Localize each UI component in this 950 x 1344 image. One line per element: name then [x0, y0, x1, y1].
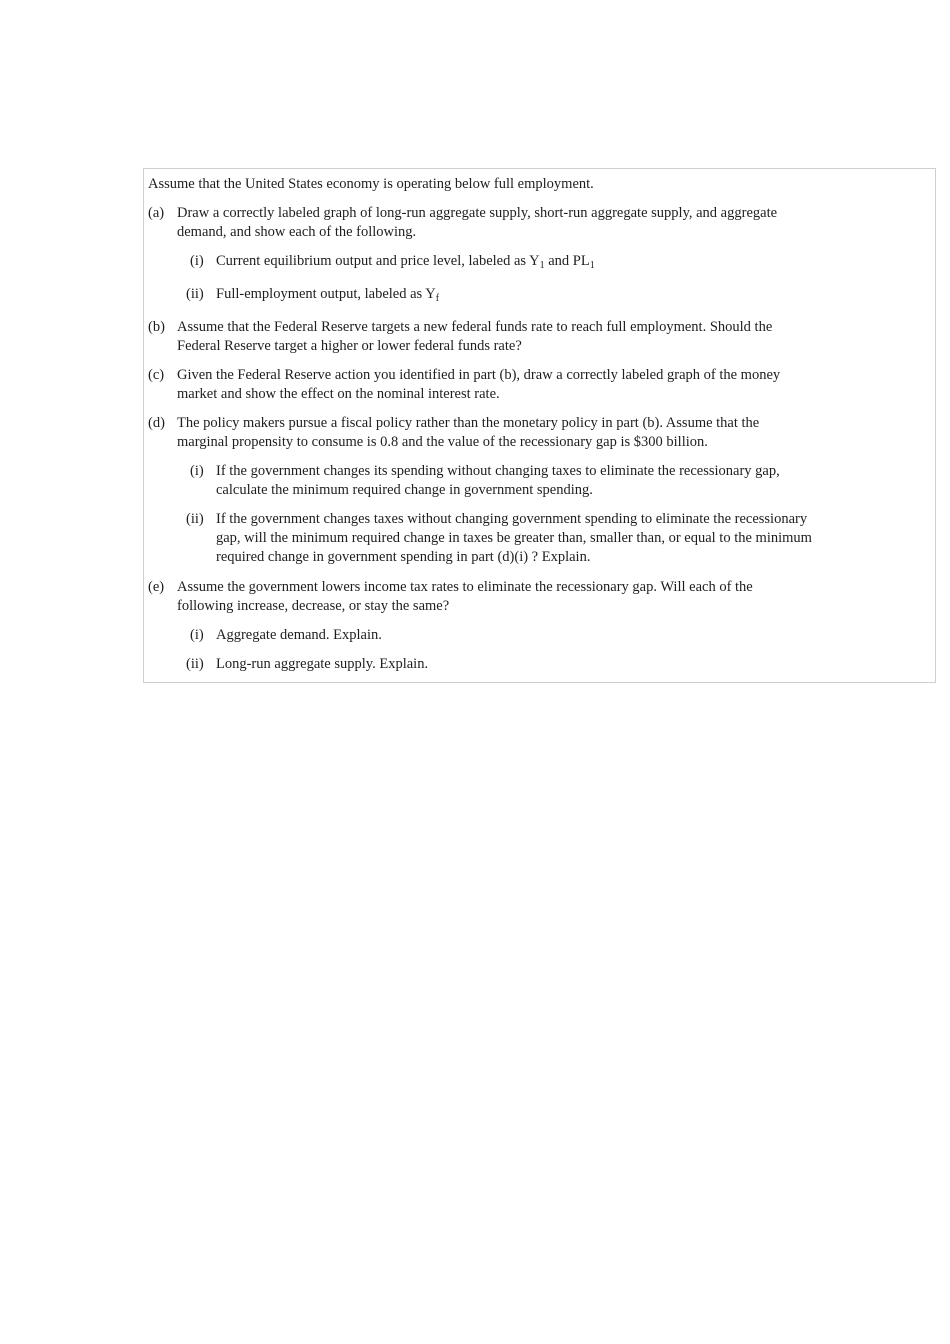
part-c-label: (c)	[148, 367, 165, 383]
part-a-i-sub-1: 1	[539, 260, 545, 271]
intro-text: Assume that the United States economy is operating below full employment.	[148, 176, 594, 192]
part-e-i-text: Aggregate demand. Explain.	[216, 627, 382, 643]
part-a-ii-text	[216, 285, 439, 308]
part-d-i-label: (i)	[190, 463, 204, 479]
part-a-ii-label: (ii)	[186, 286, 204, 302]
part-c-line-1: Given the Federal Reserve action you identified in part (b), draw a correctly labeled graph of the money	[177, 367, 781, 383]
part-d-line-1: The policy makers pursue a fiscal policy rather than the monetary policy in part (b). Assume that the	[177, 415, 760, 431]
part-e-label: (e)	[148, 579, 165, 595]
part-b-label: (b)	[148, 319, 165, 335]
part-d-ii-line-3: required change in government spending in part (d)(i) ? Explain.	[216, 549, 591, 565]
part-a-ii-text-pre: Full-employment output, labeled as Y	[216, 286, 436, 302]
part-e-line-1: Assume the government lowers income tax rates to eliminate the recessionary gap. Will each of the	[177, 579, 753, 595]
part-a-line-1: Draw a correctly labeled graph of long-run aggregate supply, short-run aggregate supply, and aggregate	[177, 205, 778, 221]
part-c-line-2: market and show the effect on the nominal interest rate.	[177, 386, 500, 402]
part-e-ii-label: (ii)	[186, 656, 204, 672]
part-a-line-2: demand, and show each of the following.	[177, 224, 417, 240]
part-a-i-text-mid: and PL	[544, 253, 590, 269]
part-e-ii-text: Long-run aggregate supply. Explain.	[216, 656, 429, 672]
part-a-i-sub-2: 1	[589, 260, 595, 271]
part-a-label: (a)	[148, 205, 165, 221]
part-a-i-text	[216, 252, 595, 275]
part-b-line-2: Federal Reserve target a higher or lower federal funds rate?	[177, 338, 522, 354]
part-d-ii-line-1: If the government changes taxes without changing government spending to eliminate the recessionary	[216, 511, 808, 527]
part-a-ii-sub: f	[435, 293, 440, 304]
part-a-i-text-pre: Current equilibrium output and price level, labeled as Y	[216, 253, 540, 269]
part-e-i-label: (i)	[190, 627, 204, 643]
part-b-line-1: Assume that the Federal Reserve targets a new federal funds rate to reach full employment. Should the	[177, 319, 773, 335]
part-d-i-line-2: calculate the minimum required change in government spending.	[216, 482, 593, 498]
part-d-ii-label: (ii)	[186, 511, 204, 527]
part-d-i-line-1: If the government changes its spending without changing taxes to eliminate the recessionary gap,	[216, 463, 780, 479]
part-e-line-2: following increase, decrease, or stay the same?	[177, 598, 450, 614]
part-d-ii-line-2: gap, will the minimum required change in taxes be greater than, smaller than, or equal to the minimum	[216, 530, 812, 546]
part-d-label: (d)	[148, 415, 165, 431]
part-a-i-label: (i)	[190, 253, 204, 269]
part-d-line-2: marginal propensity to consume is 0.8 and the value of the recessionary gap is $300 billion.	[177, 434, 708, 450]
